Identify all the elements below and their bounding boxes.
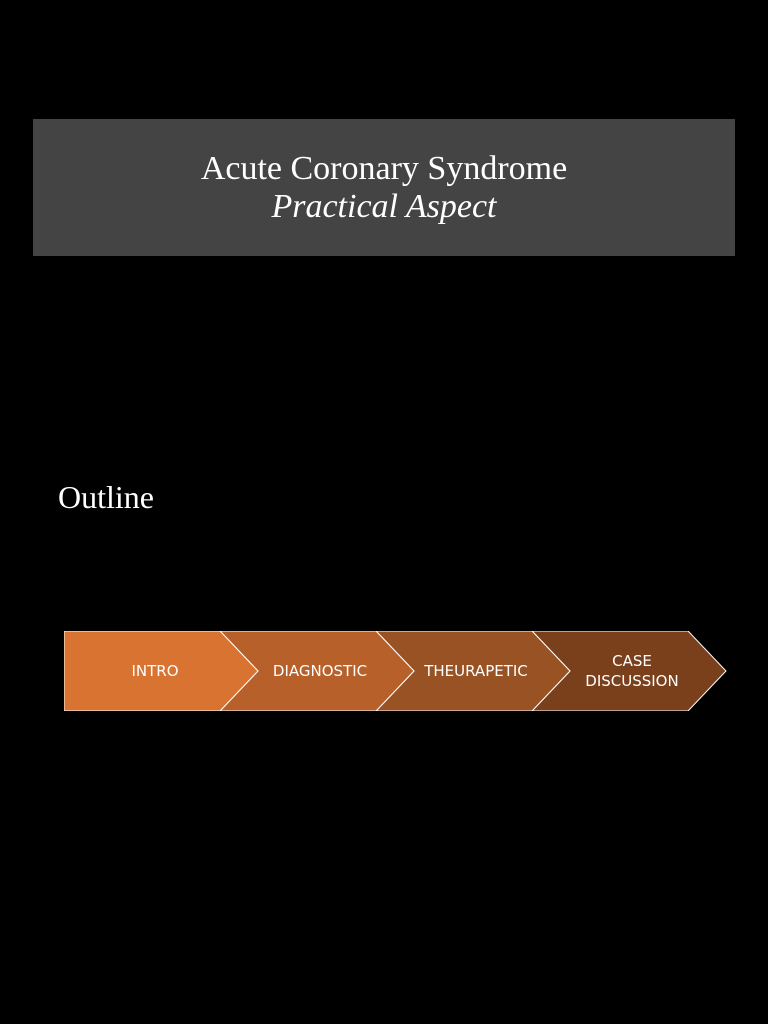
process-step-theurapetic: THEURAPETIC	[424, 662, 528, 680]
outline-heading: Outline	[58, 479, 154, 515]
process-step-intro: INTRO	[131, 662, 179, 680]
process-step-diagnostic: DIAGNOSTIC	[272, 662, 368, 680]
process-step-case-discussion: CASE DISCUSSION	[585, 652, 679, 690]
slide-subtitle: Practical Aspect	[271, 187, 497, 225]
title-box	[33, 119, 735, 256]
process-diagram	[64, 631, 728, 711]
slide-title: Acute Coronary Syndrome	[200, 149, 568, 187]
